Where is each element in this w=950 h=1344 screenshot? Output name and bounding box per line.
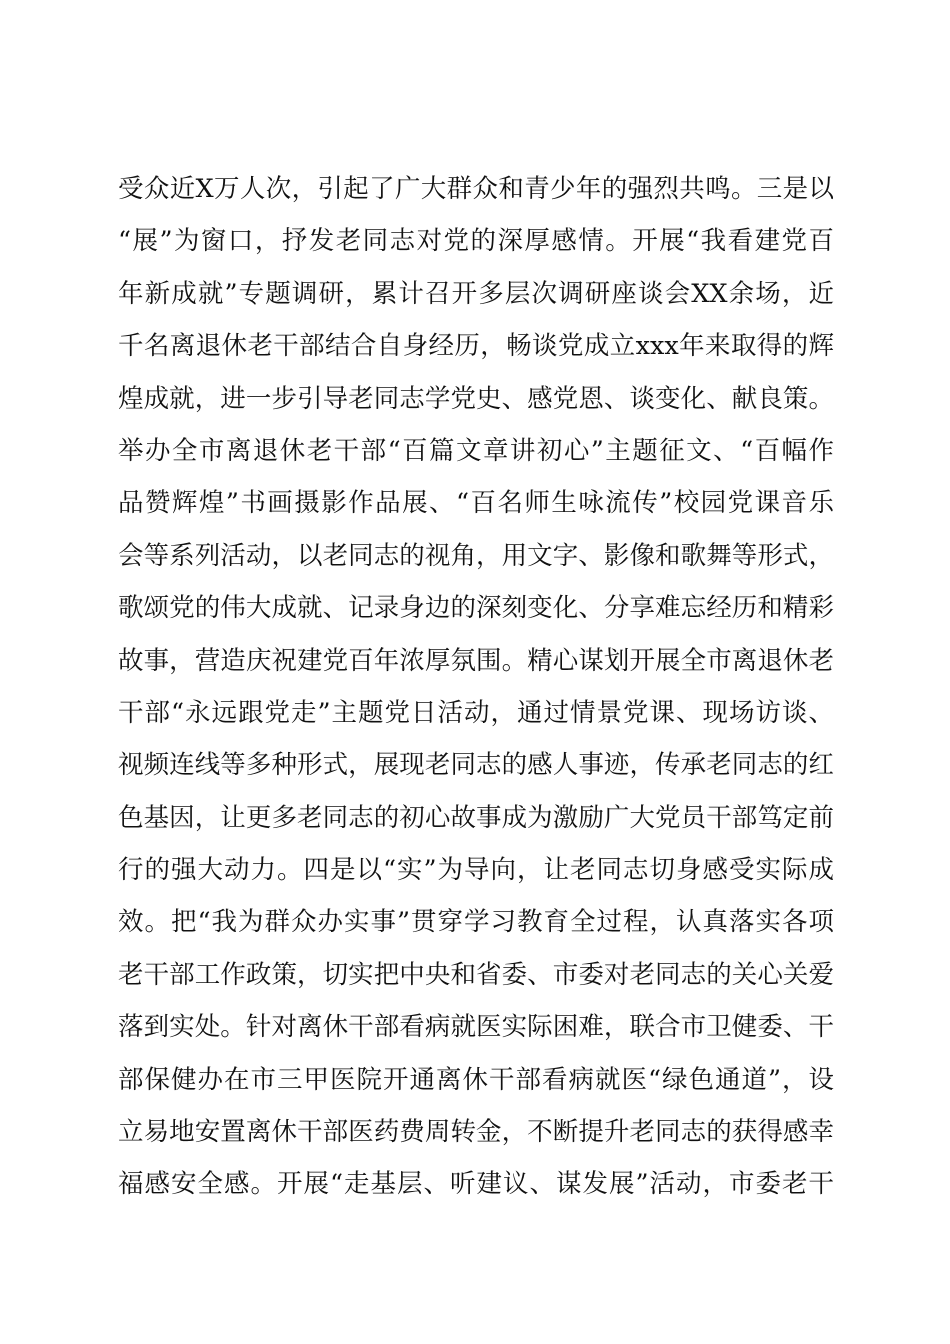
text-line-20: 福感安全感。开展“走基层、听建议、谋发展”活动，市委老干	[118, 1169, 834, 1200]
text-line-14: 行的强大动力。四是以“实”为导向，让老同志切身感受实际成	[118, 855, 834, 886]
text-line-5: 煌成就，进一步引导老同志学党史、感党恩、谈变化、献良策。	[118, 383, 834, 414]
text-line-11: 干部“永远跟党走”主题党日活动，通过情景党课、现场访谈、	[118, 697, 834, 728]
text-line-4: 千名离退休老干部结合自身经历，畅谈党成立xxx年来取得的辉	[118, 331, 834, 362]
text-line-2: “展”为窗口，抒发老同志对党的深厚感情。开展“我看建党百	[118, 226, 834, 257]
text-line-1: 受众近X万人次，引起了广大群众和青少年的强烈共鸣。三是以	[118, 174, 834, 204]
text-line-15: 效。把“我为群众办实事”贯穿学习教育全过程，认真落实各项	[118, 907, 834, 938]
text-line-13: 色基因，让更多老同志的初心故事成为激励广大党员干部笃定前	[118, 802, 834, 833]
text-line-8: 会等系列活动，以老同志的视角，用文字、影像和歌舞等形式，	[118, 540, 834, 571]
text-line-16: 老干部工作政策，切实把中央和省委、市委对老同志的关心关爱	[118, 959, 834, 990]
text-line-12: 视频连线等多种形式，展现老同志的感人事迹，传承老同志的红	[118, 750, 834, 781]
text-line-3: 年新成就”专题调研，累计召开多层次调研座谈会XX余场，近	[118, 278, 834, 309]
text-line-6: 举办全市离退休老干部“百篇文章讲初心”主题征文、“百幅作	[118, 435, 834, 466]
body-paragraph	[118, 163, 834, 1211]
text-line-9: 歌颂党的伟大成就、记录身边的深刻变化、分享难忘经历和精彩	[118, 593, 834, 624]
text-line-7: 品赞辉煌”书画摄影作品展、“百名师生咏流传”校园党课音乐	[118, 488, 834, 519]
text-line-19: 立易地安置离休干部医药费周转金，不断提升老同志的获得感幸	[118, 1117, 834, 1148]
text-line-18: 部保健办在市三甲医院开通离休干部看病就医“绿色通道”，设	[118, 1064, 834, 1095]
text-line-10: 故事，营造庆祝建党百年浓厚氛围。精心谋划开展全市离退休老	[118, 645, 834, 676]
text-line-17: 落到实处。针对离休干部看病就医实际困难，联合市卫健委、干	[118, 1012, 834, 1043]
